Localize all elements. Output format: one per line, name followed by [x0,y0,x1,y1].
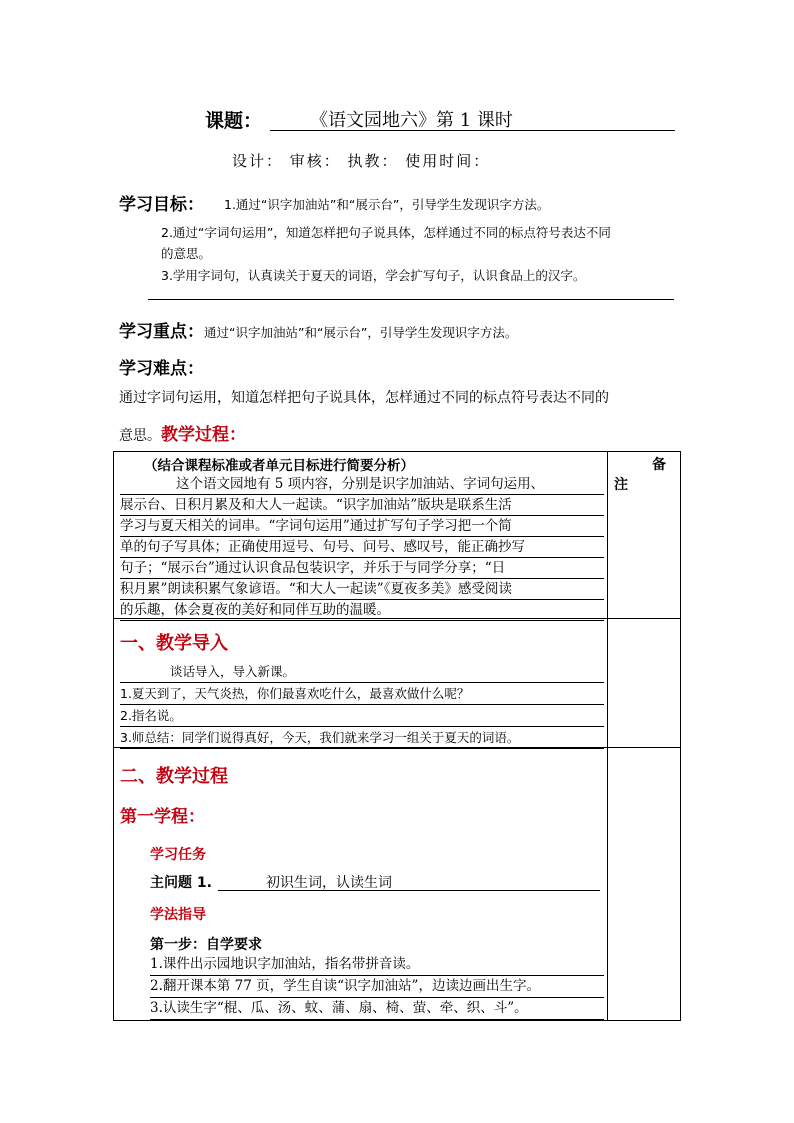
step-item: 2.翻开课本第 77 页，学生自读“识字加油站”，边读边画出生字。 [150,976,604,998]
step-item: 1.课件出示园地识字加油站，指名带拼音读。 [150,954,604,976]
main-question-underline [218,872,600,891]
analysis-line: 积月累”朗读积累气象谚语。“和大人一起读”《夏夜多美》感受阅读 [120,579,604,600]
objective-2-line2: 的意思。 [161,246,212,261]
intro-line: 3.师总结：同学们说得真好，今天，我们就来学习一组关于夏天的词语。 [120,727,604,749]
main-question-label: 主问题 1. [150,875,212,891]
section-divider [148,299,674,300]
title-label: 课题： [205,110,263,132]
lesson-title-row [205,106,675,132]
difficulty-line2-row [119,420,246,445]
notes-cell [608,619,681,748]
analysis-line: 这个语文园地有 5 项内容，分别是识字加油站、字词句运用、 [120,474,604,495]
meta-line: 设计： 审核： 执教： 使用时间： [232,152,491,170]
difficulty-heading: 学习难点： [119,359,204,379]
analysis-line: 的乐趣，体会夏夜的美好和同伴互助的温暖。 [120,600,604,621]
intro-line: 2.指名说。 [120,705,604,727]
key-point-row [119,317,517,342]
lesson-title: 《语文园地六》第 1 课时 [310,110,513,131]
task-heading: 学习任务 [150,847,206,863]
objective-1: 1.通过“识字加油站”和“展示台”，引导学生发现识字方法。 [224,197,550,212]
process-heading-top: 教学过程： [161,425,246,445]
step-1-heading: 第一步：自学要求 [150,937,262,953]
key-point-text: 通过“识字加油站”和“展示台”，引导学生发现识字方法。 [204,325,518,340]
difficulty-line1: 通过字词句运用，知道怎样把句子说具体，怎样通过不同的标点符号表达不同的 [119,390,609,406]
intro-heading: 一、教学导入 [120,633,228,654]
process-heading: 二、教学过程 [120,766,228,787]
notes-label-2: 注 [614,477,628,493]
analysis-text [120,474,604,621]
objective-2-line1: 2.通过“字词句运用”，知道怎样把句子说具体，怎样通过不同的标点符号表达不同 [161,225,611,240]
objectives-heading: 学习目标： [119,195,204,215]
intro-line: 谈话导入，导入新课。 [120,661,604,683]
intro-cell [114,619,608,748]
notes-label-1: 备 [652,457,666,473]
analysis-line: 学习与夏天相关的词串。“字词句运用”通过扩写句子学习把一个简 [120,516,604,537]
analysis-cell [114,452,608,619]
method-heading: 学法指导 [150,907,206,923]
main-question-row [150,872,600,892]
stage-1-heading: 第一学程： [120,807,205,827]
notes-column-header [608,452,681,619]
analysis-line: 句子；“展示台”通过认识食品包装识字，并乐于与同学分享；“日 [120,558,604,579]
title-underline [270,106,675,131]
analysis-line: 单的句子写具体；正确使用逗号、句号、问号、感叹号，能正确抄写 [120,537,604,558]
difficulty-line2: 意思。 [119,428,161,444]
key-point-heading: 学习重点： [119,322,204,342]
step-item: 3.认读生字“棍、瓜、汤、蚊、蒲、扇、椅、萤、牵、织、斗”。 [150,998,604,1020]
intro-list [120,661,604,749]
process-cell [114,748,608,1021]
objective-3: 3.学用字词句，认真读关于夏天的词语，学会扩写句子，认识食品上的汉字。 [161,268,586,283]
main-question-text: 初识生词，认读生词 [266,875,392,891]
analysis-line: 展示台、日积月累及和大人一起读。“识字加油站”版块是联系生活 [120,495,604,516]
intro-line: 1.夏天到了，天气炎热，你们最喜欢吃什么，最喜欢做什么呢？ [120,683,604,705]
notes-cell [608,748,681,1021]
analysis-heading: （结合课程标准或者单元目标进行简要分析） [144,458,414,474]
steps-list [150,954,604,1020]
lesson-table [113,451,681,1021]
